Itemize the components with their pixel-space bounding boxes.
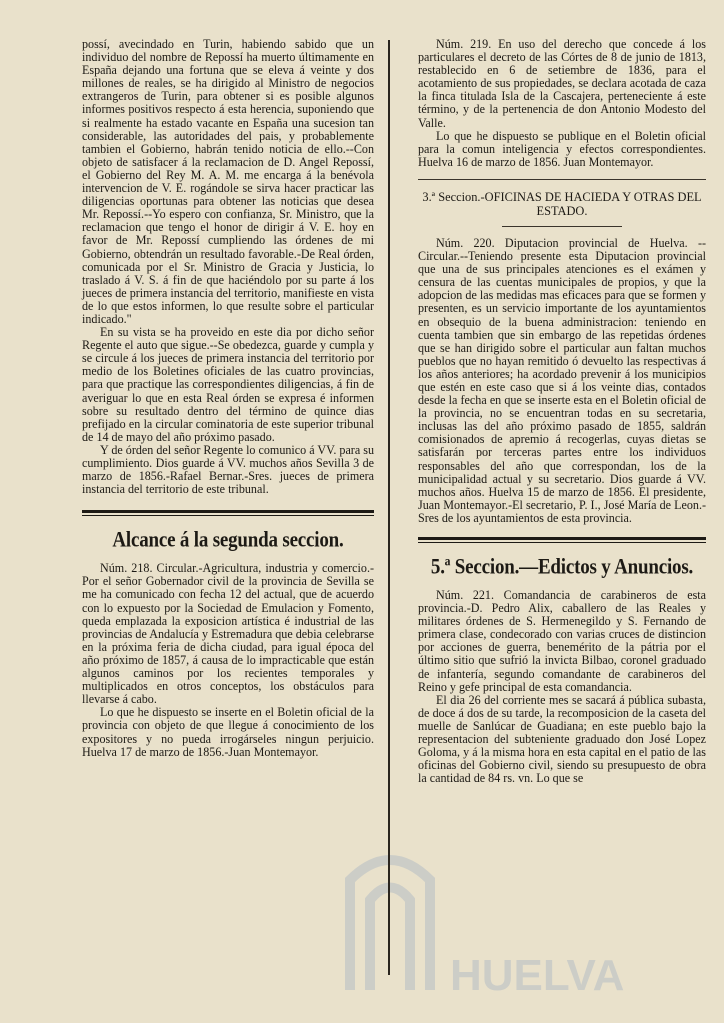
section-divider xyxy=(418,537,706,543)
paragraph: Núm. 219. En uso del derecho que concede á los particulares el decreto de las Córtes de 8 de junio de 1813, restablecido en 6 de setiembre de 1836, para el acotamiento de sus propiedades, se declara acotada de caza la finca titulada Isla de la Cascajera, perteneciente á este término, y de la pertenencia de don Antonio Modesto del Valle. xyxy=(418,37,706,130)
watermark-text: HUELVA xyxy=(450,951,625,1000)
paragraph: Núm. 221. Comandancia de carabineros de esta provincia.-D. Pedro Alix, caballero de las Reales y militares órdenes de S. Hermenegildo y S. Fernando de primera clase, condecorado con varias cruces de distincion por acciones de guerra, benemérito de la pátria por el último sitio que sufrió la invicta Bilbao, coronel graduado de infantería, segundo comandante de carabineros del Reino y gefe principal de esta comandancia. xyxy=(418,588,706,694)
paragraph: Y de órden del señor Regente lo comunico á VV. para su cumplimiento. Dios guarde á VV. muchos años Sevilla 3 de marzo de 1856.-Rafael Bernar.-Sres. jueces de primera instancia del territorio de este tribunal. xyxy=(82,442,374,497)
paragraph: En su vista se ha proveido en este dia por dicho señor Regente el auto que sigue.--Se obedezca, guarde y cumpla y se circule á los jueces de primera instancia del territorio por medio de los Boletines oficiales de las cuatro provincias, para que practique las correspondientes diligencias, á fin de averiguar lo que en esta Real órden se expresa é informen sobre su resultado dentro del término de quince dias prefijado en la circular cominatoria de este superior tribunal de 14 de mayo del año próximo pasado. xyxy=(82,325,374,444)
divider-line xyxy=(418,179,706,180)
watermark-seal-icon xyxy=(330,820,625,1010)
section-title-oficinas: 3.ª Seccion.-OFICINAS DE HACIEDA Y OTRAS DEL ESTADO. xyxy=(422,189,702,218)
section-title-alcance: Alcance á la segunda seccion. xyxy=(112,528,344,553)
right-column xyxy=(418,38,706,785)
section-divider xyxy=(82,510,374,516)
paragraph: Núm. 220. Diputacion provincial de Huelva. --Circular.--Teniendo presente esta Diputacion provincial que una de sus principales atenciones es el exámen y censura de las cuentas municipales de propios, y que la adopcion de las medidas mas eficaces para que se formen y presenten, es un servicio importante de los ayuntamientos en obsequio de la buena administracion: teniendo en cuenta tambien que sin embargo de las repetidas órdenes que se han dirigido sobre el particular aun faltan muchos pueblos que no hayan remitido ó devuelto las respectivas á los años anteriores; ha acordado prevenir á los municipios que estén en este caso que si á los veinte dias, contados desde la fecha en que se inserte esta en el Boletin oficial de la provincia, no se encuentran todas en su secretaria, inclusas las del año próximo pasado de 1855, saldrán comisionados de apremio á recogerlas, cuyas dietas se satisfarán por terceras partes entre los individuos responsables del año que correspondan, los de la municipalidad actual y su secretario. Dios guarde á VV. muchos años. Huelva 15 de marzo de 1856. El presidente, Juan Montemayor.-El secretario, P. I., José María de Leon.-Sres de los ayuntamientos de esta provincia. xyxy=(418,235,706,525)
paragraph: Lo que he dispuesto se publique en el Boletin oficial para la comun inteligencia y efectos correspondientes. Huelva 16 de marzo de 1856. Juan Montemayor. xyxy=(418,128,706,169)
paragraph: Núm. 218. Circular.-Agricultura, industria y comercio.-Por el señor Gobernador civil de la provincia de Sevilla se me ha comunicado con fecha 12 del actual, que de acuerdo con lo expuesto por la Sociedad de Emulacion y Fomento, queda emplazada la exposicion artística é industrial de las provincias de Andalucía y Estremadura que debia celebrarse en la próxima feria de dicha ciudad, para igual época del año próximo de 1857, á causa de lo impracticable que están algunos caminos por los recientes temporales y multiplicados en otros conceptos, los obstáculos para llevarse á cabo. xyxy=(82,561,374,707)
archive-watermark-logo xyxy=(330,820,625,1010)
column-divider xyxy=(388,40,390,975)
paragraph: El dia 26 del corriente mes se sacará á pública subasta, de doce á dos de su tarde, la recomposicion de la caseta del muelle de Sanlúcar de Guadiana; en este pueblo bajo la representacion del subteniente graduado don José Lopez Goloma, y á la misma hora en esta capital en el patio de las oficinas del Gobierno civil, siendo su presupuesto de obra la cantidad de 84 rs. vn. Lo que se xyxy=(418,692,706,786)
paragraph: possí, avecindado en Turin, habiendo sabido que un individuo del nombre de Repossí ha muerto últimamente en España dejando una fortuna que se eleva á veinte y dos millones de reales, se ha dirigido al Ministro de negocios extrangeros de Turin, para obtener si es posible algunos informes positivos respecto á esta herencia, suponiendo que si realmente ha estado vacante en España una sucesion tan considerable, las autoridades del pais, y probablemente tambien el Gobierno, habrán tenido noticia de ello.--Con objeto de satisfacer á la reclamacion de D. Angel Repossí, el Gobierno del Rey M. A. M. me encarga á la benévola intervencion de V. E. rogándole se sirva hacer practicar las diligencias oportunas para obtener las noticias que desea Mr. Repossí.--Yo espero con confianza, Sr. Ministro, que la reclamacion que tengo el honor de dirigir á V. E. hoy en favor de Mr. Repossí cumpliendo las órdenes de mi Gobierno, obtendrán un resultado favorable.-De Real órden, comunicada por el Sr. Ministro de Gracia y Justicia, lo traslado á V. S. á fin de que haciéndolo por su parte á los jueces de primera instancia del territorio, manifieste en vista de lo que estos informen, lo que resulte sobre el particular indicado." xyxy=(82,37,374,326)
section-title-edictos: 5.ª Seccion.—Edictos y Anuncios. xyxy=(430,555,694,580)
short-divider-line xyxy=(502,226,622,227)
left-column xyxy=(82,38,374,759)
paragraph: Lo que he dispuesto se inserte en el Boletin oficial de la provincia con objeto de que llegue á conocimiento de los expositores y no pueda irrogárseles ningun perjuicio. Huelva 17 de marzo de 1856.-Juan Montemayor. xyxy=(82,705,374,759)
